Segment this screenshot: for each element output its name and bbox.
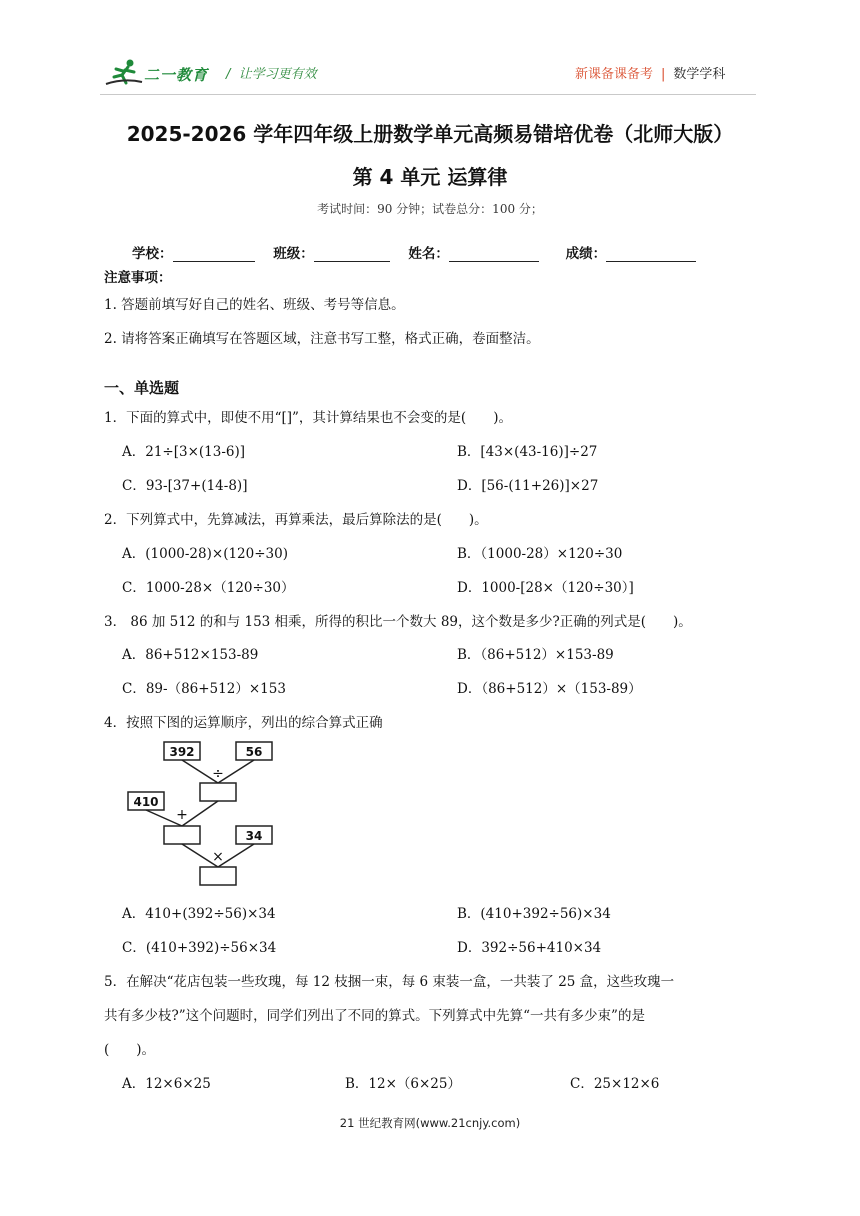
student-fields <box>132 242 710 262</box>
slogan: / 让学习更有效 <box>226 67 317 82</box>
notice-item: 1. 答题前填写好自己的姓名、班级、考号等信息。 <box>104 297 405 313</box>
question-stem: 3． 86 加 512 的和与 153 相乘，所得的积比一个数大 89，这个数是多少?正确的列式是( )。 <box>104 614 692 630</box>
field-score-blank[interactable] <box>606 247 696 262</box>
field-score-label: 成绩： <box>565 246 607 262</box>
slogan-text: 让学习更有效 <box>238 67 317 82</box>
notice-title: 注意事项： <box>104 270 172 286</box>
runner-logo-icon <box>104 58 144 88</box>
question-stem: 4．按照下图的运算顺序，列出的综合算式正确 <box>104 715 383 731</box>
field-class-blank[interactable] <box>314 247 390 262</box>
question-stem: 1．下面的算式中，即使不用“[]”，其计算结果也不会变的是( )。 <box>104 410 512 426</box>
header-subject: 数学学科 <box>673 67 726 82</box>
operation-order-diagram <box>120 735 280 891</box>
option-b[interactable]: B．[43×(43-16)]÷27 <box>457 444 598 460</box>
option-c[interactable]: C．(410+392)÷56×34 <box>122 940 277 956</box>
page-title: 2025-2026 学年四年级上册数学单元高频易错培优卷（北师大版） <box>126 122 734 146</box>
option-c[interactable]: C．1000-28×（120÷30） <box>122 580 295 596</box>
option-b[interactable]: B．（86+512）×153-89 <box>457 647 614 663</box>
field-school-label: 学校： <box>132 246 173 262</box>
option-d[interactable]: D．[56-(11+26)]×27 <box>457 478 599 494</box>
option-b[interactable]: B．（1000-28）×120÷30 <box>457 546 623 562</box>
section-title: 一、单选题 <box>104 379 180 397</box>
header-separator: | <box>661 67 666 82</box>
option-d[interactable]: D．392÷56+410×34 <box>457 940 602 956</box>
option-a[interactable]: A．86+512×153-89 <box>122 647 259 663</box>
option-c[interactable]: C．89-（86+512）×153 <box>122 681 286 697</box>
page-footer: 21 世纪教育网(www.21cnjy.com) <box>339 1116 521 1130</box>
option-a[interactable]: A．12×6×25 <box>122 1076 211 1092</box>
header-right <box>575 63 725 82</box>
field-name-label: 姓名： <box>408 246 449 262</box>
logo <box>104 58 214 92</box>
option-b[interactable]: B．(410+392÷56)×34 <box>457 906 611 922</box>
notice-item: 2. 请将答案正确填写在答题区域，注意书写工整，格式正确，卷面整洁。 <box>104 331 540 347</box>
option-c[interactable]: C．93-[37+(14-8)] <box>122 478 248 494</box>
question-stem: 2．下列算式中，先算减法，再算乘法，最后算除法的是( )。 <box>104 512 488 528</box>
diagram-multiply-operator: × <box>212 849 224 865</box>
diagram-number-410: 410 <box>133 795 159 809</box>
exam-meta: 考试时间：90 分钟；试卷总分：100 分； <box>317 202 543 216</box>
question-stem-line: 共有多少枝?”这个问题时，同学们列出了不同的算式。下列算式中先算“一共有多少束”的是 <box>104 1008 645 1024</box>
question-stem-line: 5．在解决“花店包装一些玫瑰，每 12 枝捆一束，每 6 束装一盒，一共装了 25 盒，这些玫瑰一 <box>104 974 675 990</box>
diagram-plus-operator: + <box>176 807 188 823</box>
header-tag: 新课备课备考 <box>575 67 654 82</box>
field-school-blank[interactable] <box>173 247 255 262</box>
diagram-number-56: 56 <box>245 745 263 759</box>
option-a[interactable]: A．410+(392÷56)×34 <box>122 906 276 922</box>
header-divider <box>100 94 756 95</box>
logo-text: 二一教育 <box>144 66 209 84</box>
diagram-divide-operator: ÷ <box>212 766 224 782</box>
option-b[interactable]: B．12×（6×25） <box>345 1076 461 1092</box>
option-a[interactable]: A．(1000-28)×(120÷30) <box>122 546 288 562</box>
option-d[interactable]: D．（86+512）×（153-89） <box>457 681 642 697</box>
diagram-number-392: 392 <box>169 745 195 759</box>
field-name-blank[interactable] <box>449 247 539 262</box>
question-stem-line: ( )。 <box>104 1042 156 1058</box>
option-d[interactable]: D．1000-[28×（120÷30）] <box>457 580 634 596</box>
page-subtitle: 第 4 单元 运算律 <box>352 165 508 189</box>
field-class-label: 班级： <box>273 246 314 262</box>
diagram-number-34: 34 <box>245 829 263 843</box>
option-c[interactable]: C．25×12×6 <box>570 1076 660 1092</box>
option-a[interactable]: A．21÷[3×(13-6)] <box>122 444 246 460</box>
